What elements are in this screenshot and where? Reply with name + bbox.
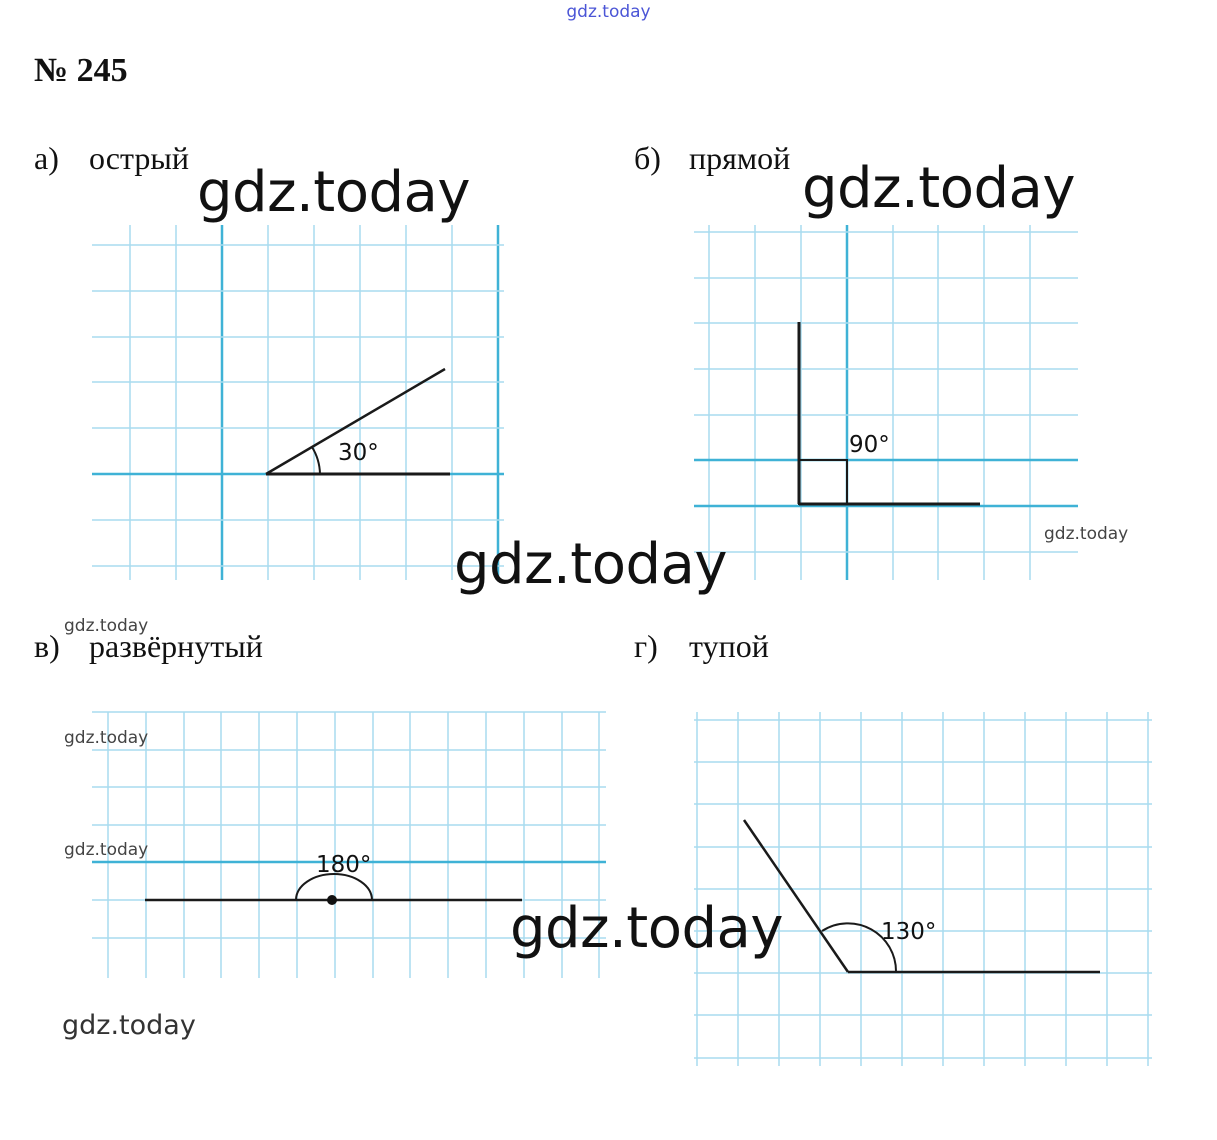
watermark-small-1: gdz.today [1044,524,1129,544]
panel-v-degree-label: 180° [316,852,372,878]
watermark-big-1: gdz.today [197,160,471,225]
watermark-small-4: gdz.today [64,840,149,860]
panel-a-name: острый [89,140,189,176]
panel-a-letter: а) [34,140,59,176]
watermark-big-3: gdz.today [454,532,728,597]
panel-v-letter: в) [34,628,60,664]
watermark-big-2: gdz.today [802,156,1076,221]
watermark-top: gdz.today [566,2,651,22]
panel-b-name: прямой [689,140,791,176]
panel-g-letter: г) [634,628,658,664]
panel-b-letter: б) [634,140,661,176]
task-number: № 245 [34,52,128,89]
panel-a-degree-label: 30° [338,440,379,466]
watermark-big-4: gdz.today [510,896,784,961]
watermark-medium: gdz.today [62,1010,196,1041]
panel-g-name: тупой [689,628,769,664]
panel-v-name: развёрнутый [89,628,263,664]
panel-g-degree-label: 130° [881,919,937,945]
panel-g-grid [694,712,1152,1066]
panel-b-degree-label: 90° [849,432,890,458]
watermark-small-2: gdz.today [64,616,149,636]
watermark-small-3: gdz.today [64,728,149,748]
